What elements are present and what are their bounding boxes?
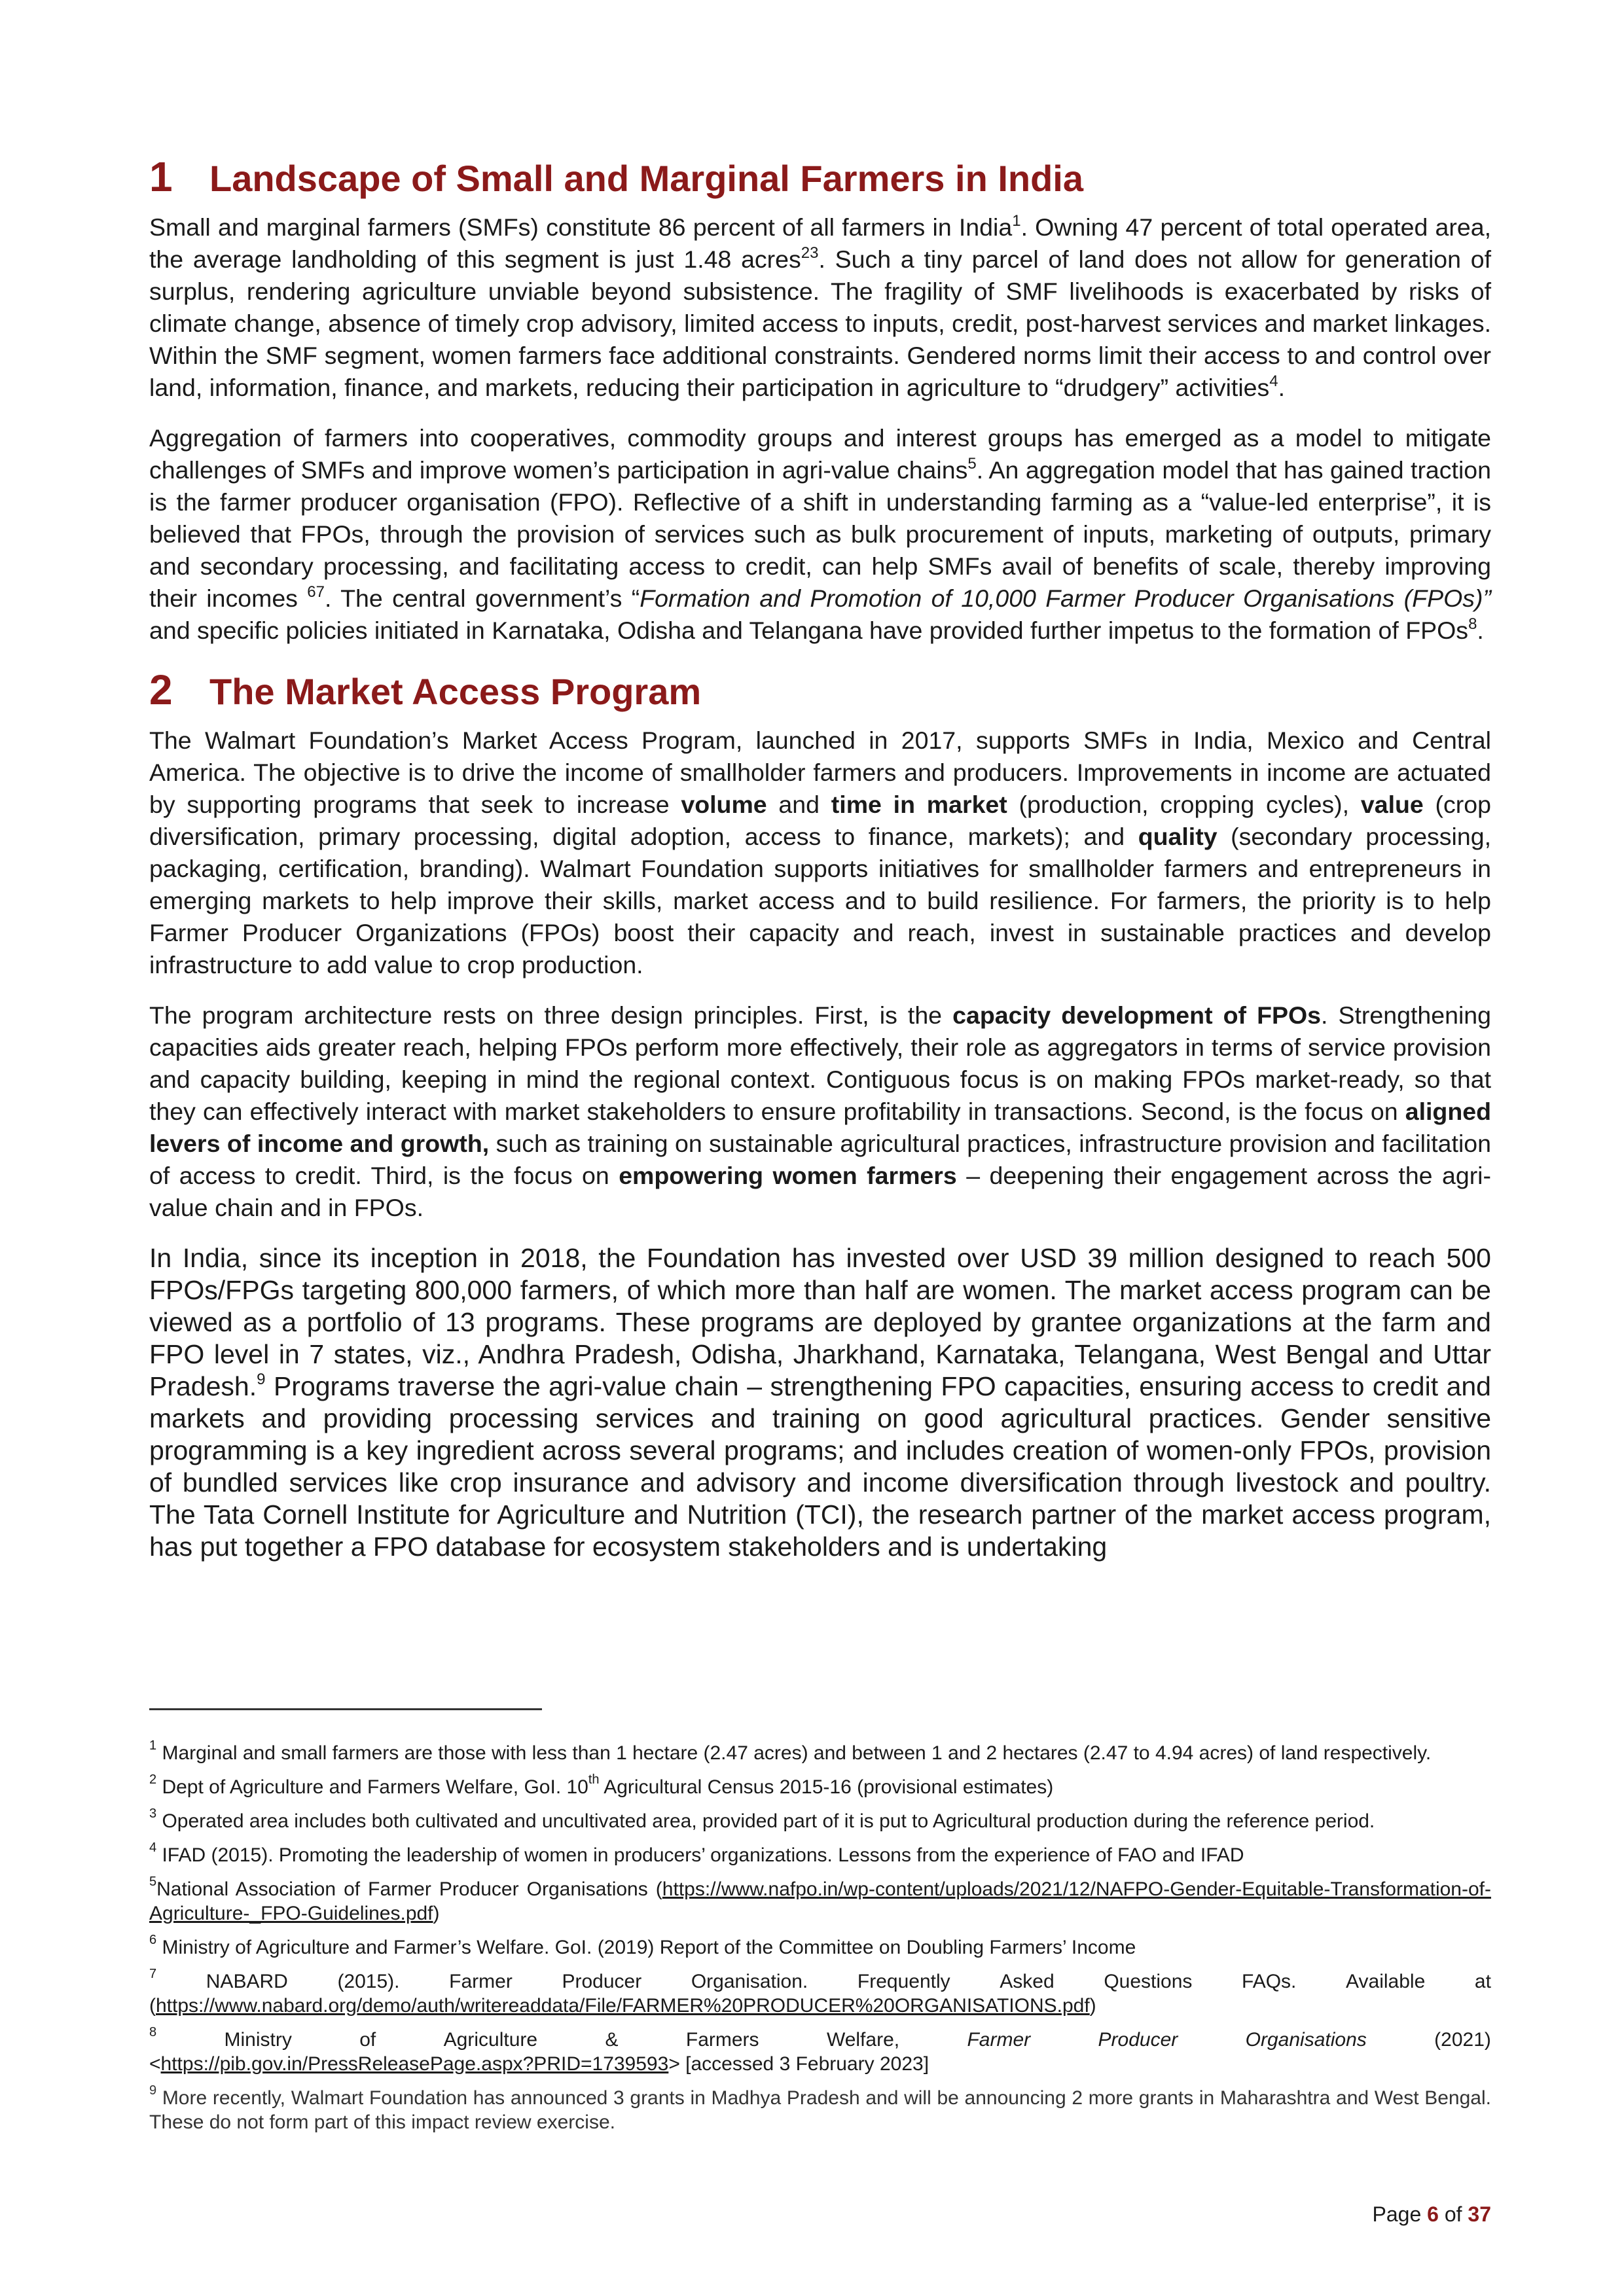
footnote-ref[interactable]: 4 <box>1269 372 1278 390</box>
section-number: 1 <box>149 153 173 200</box>
page-number: Page 6 of 37 <box>1372 2202 1491 2226</box>
section-heading-1 <box>149 151 1491 205</box>
paragraph: In India, since its inception in 2018, the Foundation has invested over USD 39 million designed to reach 500 FPOs/FPGs targeting 800,000 farmers, of which more than half are women. The market access program can be viewed as a portfolio of 13 programs. These programs are deployed by grantee organizations at the farm and FPO level in 7 states, viz., Andhra Pradesh, Odisha, Jharkhand, Karnataka, Telangana, West Bengal and Uttar Pradesh.$^9$ Programs traverse the agri-value chain – strengthening FPO capacities, ensuring access to credit and markets and providing processing services and training on good agricultural practices. Gender sensitive programming is a key ingredient across several programs; and includes creation of women-only FPOs, provision of bundled services like crop insurance and advisory and income diversification through livestock and poultry. The Tata Cornell Institute for Agriculture and Nutrition (TCI), the research partner of the market access program, has put together a FPO database for ecosystem stakeholders and is undertaking <box>149 1243 1491 1562</box>
footnote-ref[interactable]: 23 <box>801 243 819 262</box>
footnote: $^9$ More recently, Walmart Foundation has announced 3 grants in Madhya Pradesh and will be announcing 2 more grants in Maharashtra and West Bengal. These do not form part of this impact review exercise. <box>149 2083 1491 2133</box>
footnote-ref[interactable]: 9 <box>257 1371 266 1389</box>
section-title: Landscape of Small and Marginal Farmers in India <box>209 158 1084 199</box>
footnote-ref[interactable]: 67 <box>307 583 325 601</box>
footnotes <box>149 1738 1491 2144</box>
section-title: The Market Access Program <box>209 671 702 712</box>
paragraph: The program architecture rests on three design principles. First, is the capacity development of FPOs. Strengthening capacities aids greater reach, helping FPOs perform more effectively, their role as aggregators in terms of service provision and capacity building, keeping in mind the regional context. Contiguous focus is on making FPOs market-ready, so that they can effectively interact with market stakeholders to ensure profitability in transactions. Second, is the focus on aligned levers of income and growth, such as training on sustainable agricultural practices, infrastructure provision and facilitation of access to credit. Third, is the focus on empowering women farmers – deepening their engagement across the agri-value chain and in FPOs. <box>149 1001 1492 1221</box>
footnote-link[interactable]: https://www.nafpo.in/wp-content/uploads/2021/12/NAFPO-Gender-Equitable-Transformation-of-Agriculture-_FPO-Guidelines.pdf <box>149 1878 1491 1924</box>
section-number: 2 <box>149 666 173 713</box>
footnote-ref[interactable]: 8 <box>1468 615 1477 633</box>
footnote: $^6$ Ministry of Agriculture and Farmer’s Welfare. GoI. (2019) Report of the Committee on Doubling Farmers’ Income <box>149 1933 1136 1958</box>
footnote: $^1$ Marginal and small farmers are those with less than 1 hectare (2.47 acres) and between 1 and 2 hectares (2.47 to 4.94 acres) of land respectively. <box>149 1738 1432 1764</box>
footnote-ref[interactable]: 1 <box>1012 211 1021 230</box>
footnote-link[interactable]: https://www.nabard.org/demo/auth/writereaddata/File/FARMER%20PRODUCER%20ORGANISATIONS.pdf <box>156 1995 1090 2017</box>
footnote-separator <box>149 1708 542 1710</box>
footnote: $^3$ Operated area includes both cultivated and uncultivated area, provided part of it is put to Agricultural production during the reference period. <box>149 1806 1375 1832</box>
footnote: $^7$ NABARD (2015). Farmer Producer Organisation. Frequently Asked Questions FAQs. Available at (https://www.nabard.org/demo/auth/writereaddata/File/FARMER%20PRODUCER%20ORGANISATIONS.pdf) <box>149 1967 1491 2017</box>
footnote: $^8$ Ministry of Agriculture & Farmers Welfare, Farmer Producer Organisations (2021) <https://pib.gov.in/PressReleasePage.aspx?PRID=1739593> [accessed 3 February 2023] <box>149 2025 1491 2075</box>
footnote-ref[interactable]: 5 <box>967 454 977 473</box>
paragraph: Aggregation of farmers into cooperatives, commodity groups and interest groups has emerged as a model to mitigate challenges of SMFs and improve women’s participation in agri-value chains$^5$. An aggregation model that has gained traction is the farmer producer organisation (FPO). Reflective of a shift in understanding farming as a “value-led enterprise”, it is believed that FPOs, through the provision of services such as bulk procurement of inputs, marketing of outputs, primary and secondary processing, and facilitating access to credit, can help SMFs avail of benefits of scale, thereby improving their incomes $^{67}$. The central government’s “Formation and Promotion of 10,000 Farmer Producer Organisations (FPOs)” and specific policies initiated in Karnataka, Odisha and Telangana have provided further impetus to the formation of FPOs$^8$. <box>149 424 1492 644</box>
section-heading-2 <box>149 664 1491 718</box>
footnote: $^4$ IFAD (2015). Promoting the leadership of women in producers’ organizations. Lessons from the experience of FAO and IFAD <box>149 1840 1244 1866</box>
paragraph: The Walmart Foundation’s Market Access Program, launched in 2017, supports SMFs in India, Mexico and Central America. The objective is to drive the income of smallholder farmers and producers. Improvements in income are actuated by supporting programs that seek to increase volume and time in market (production, cropping cycles), value (crop diversification, primary processing, digital adoption, access to finance, markets); and quality (secondary processing, packaging, certification, branding). Walmart Foundation supports initiatives for smallholder farmers and entrepreneurs in emerging markets to help improve their skills, market access and to build resilience. For farmers, the priority is to help Farmer Producer Organizations (FPOs) boost their capacity and reach, invest in sustainable practices and develop infrastructure to add value to crop production. <box>149 726 1492 978</box>
paragraph: Small and marginal farmers (SMFs) constitute 86 percent of all farmers in India$^1$. Owning 47 percent of total operated area, the average landholding of this segment is just 1.48 acres$^{23}$. Such a tiny parcel of land does not allow for generation of surplus, rendering agriculture unviable beyond subsistence. The fragility of SMF livelihoods is exacerbated by risks of climate change, absence of timely crop advisory, limited access to inputs, credit, post-harvest services and market linkages. Within the SMF segment, women farmers face additional constraints. Gendered norms limit their access to and control over land, information, finance, and markets, reducing their participation in agriculture to “drudgery” activities$^4$. <box>149 211 1491 401</box>
footnote: $^2$ Dept of Agriculture and Farmers Welfare, GoI. 10th Agricultural Census 2015-16 (provisional estimates) <box>149 1772 1054 1798</box>
footnote: $^5$National Association of Farmer Producer Organisations (https://www.nafpo.in/wp-content/uploads/2021/12/NAFPO-Gender-Equitable-Transformation-of-Agriculture-_FPO-Guidelines.pdf) <box>149 1874 1491 1924</box>
footnote-link[interactable]: https://pib.gov.in/PressReleasePage.aspx?PRID=1739593 <box>160 2053 669 2075</box>
main-content <box>149 151 1491 1563</box>
